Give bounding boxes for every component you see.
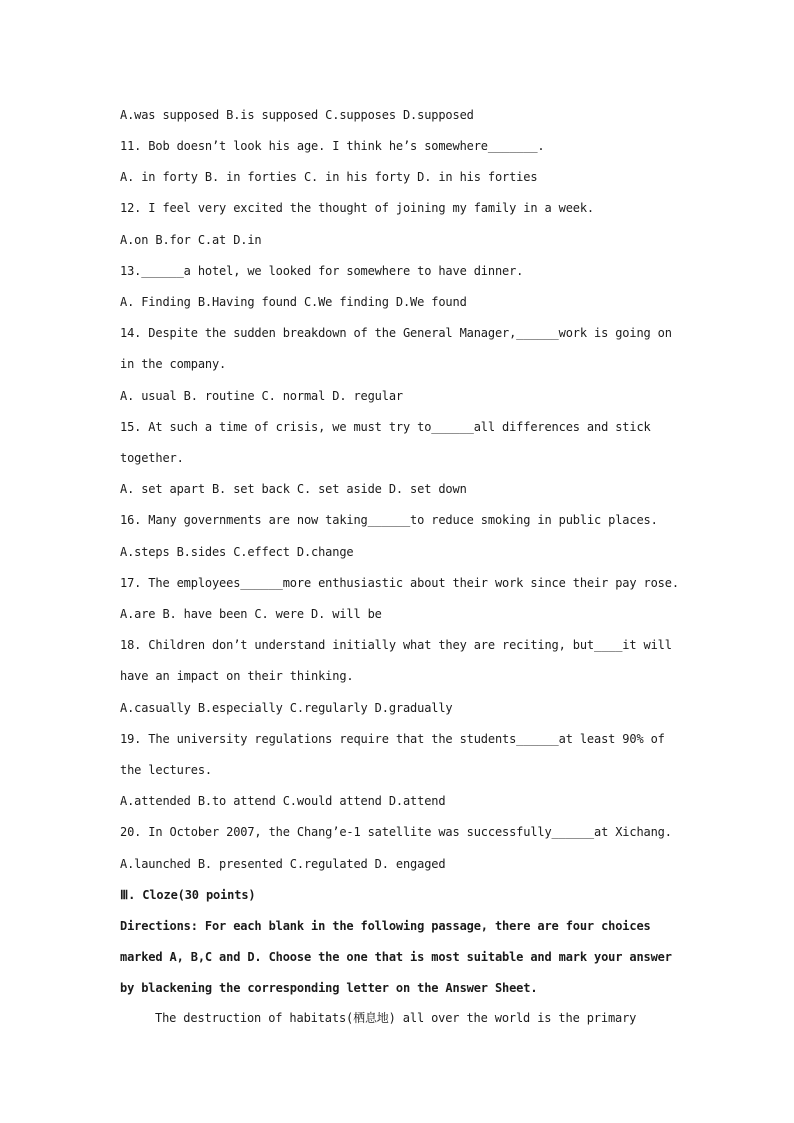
directions-line-3: by blackening the corresponding letter on the Answer Sheet. <box>120 981 538 995</box>
q18-stem: 18. Children don’t understand initially what they are reciting, but____it will <box>120 638 672 652</box>
q15-options: A. set apart B. set back C. set aside D. set down <box>120 482 467 496</box>
q19-stem: 19. The university regulations require that the students______at least 90% of <box>120 732 665 746</box>
section-heading-cloze: Ⅲ. Cloze(30 points) <box>120 888 256 902</box>
q20-stem: 20. In October 2007, the Chang’e-1 satellite was successfully______at Xichang. <box>120 825 672 839</box>
q11-options: A. in forty B. in forties C. in his forty D. in his forties <box>120 170 538 184</box>
q10-options: A.was supposed B.is supposed C.supposes D.supposed <box>120 108 474 122</box>
q18-stem-continued: have an impact on their thinking. <box>120 669 354 683</box>
q15-stem-continued: together. <box>120 451 184 465</box>
q17-options: A.are B. have been C. were D. will be <box>120 607 382 621</box>
q16-options: A.steps B.sides C.effect D.change <box>120 545 354 559</box>
q20-options: A.launched B. presented C.regulated D. engaged <box>120 857 446 871</box>
directions-line-2: marked A, B,C and D. Choose the one that is most suitable and mark your answer <box>120 950 672 964</box>
q15-stem: 15. At such a time of crisis, we must try to______all differences and stick <box>120 420 651 434</box>
q14-stem: 14. Despite the sudden breakdown of the General Manager,______work is going on <box>120 326 672 340</box>
passage-first-line: The destruction of habitats(栖息地) all over the world is the primary <box>155 1011 637 1025</box>
directions-line-1: Directions: For each blank in the following passage, there are four choices <box>120 919 651 933</box>
q13-options: A. Finding B.Having found C.We finding D.We found <box>120 295 467 309</box>
q19-stem-continued: the lectures. <box>120 763 212 777</box>
q16-stem: 16. Many governments are now taking______to reduce smoking in public places. <box>120 513 658 527</box>
q14-options: A. usual B. routine C. normal D. regular <box>120 389 403 403</box>
q18-options: A.casually B.especially C.regularly D.gradually <box>120 701 453 715</box>
q17-stem: 17. The employees______more enthusiastic about their work since their pay rose. <box>120 576 679 590</box>
q13-stem: 13.______a hotel, we looked for somewhere to have dinner. <box>120 264 524 278</box>
q12-stem: 12. I feel very excited the thought of joining my family in a week. <box>120 201 594 215</box>
q14-stem-continued: in the company. <box>120 357 227 371</box>
q19-options: A.attended B.to attend C.would attend D.attend <box>120 794 446 808</box>
q12-options: A.on B.for C.at D.in <box>120 233 262 247</box>
q11-stem: 11. Bob doesn’t look his age. I think he’s somewhere_______. <box>120 139 545 153</box>
